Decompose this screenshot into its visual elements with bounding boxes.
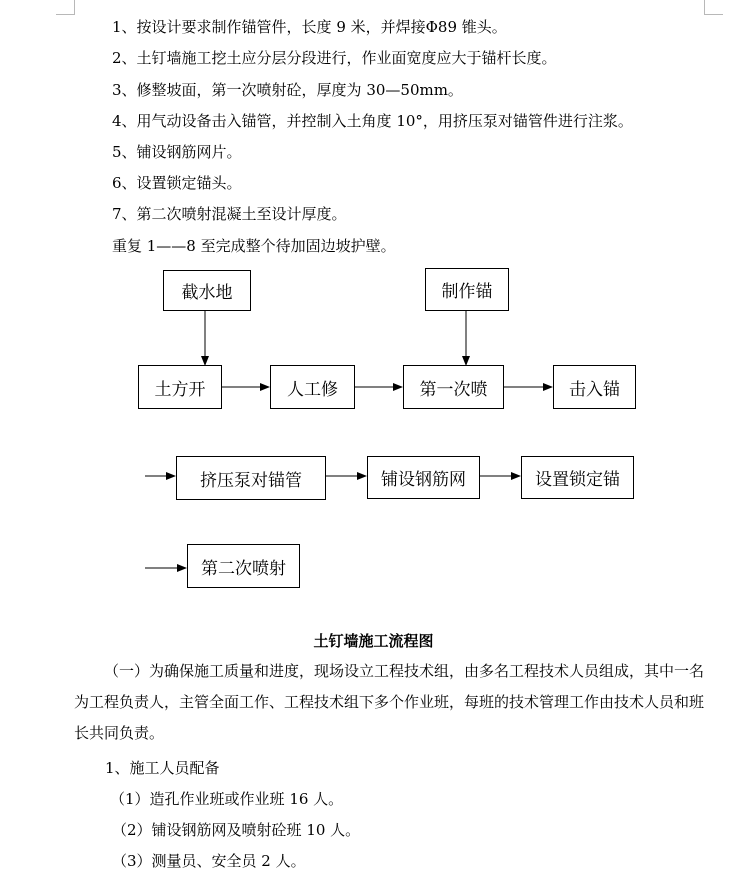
staff-item-3: （3）测量员、安全员 2 人。 <box>112 852 306 870</box>
box-tufang: 土方开 <box>138 365 222 409</box>
step-3: 3、修整坡面，第一次喷射砼，厚度为 30—50mm。 <box>112 81 463 99</box>
repeat-note: 重复 1——8 至完成整个待加固边坡护壁。 <box>112 237 396 255</box>
box-jiru: 击入锚 <box>553 365 636 409</box>
box-zhizuo: 制作锚 <box>425 268 509 311</box>
step-7: 7、第二次喷射混凝土至设计厚度。 <box>112 205 347 223</box>
box-jiya: 挤压泵对锚管 <box>176 456 326 500</box>
step-5: 5、铺设钢筋网片。 <box>112 143 242 161</box>
box-jieshui: 截水地 <box>163 270 251 311</box>
step-4: 4、用气动设备击入锚管，并控制入土角度 10°，用挤压泵对锚管件进行注浆。 <box>112 112 633 130</box>
box-shezhi: 设置锁定锚 <box>521 456 634 499</box>
box-rengong: 人工修 <box>270 365 355 409</box>
staff-item-2: （2）铺设钢筋网及喷射砼班 10 人。 <box>112 821 361 839</box>
step-1: 1、按设计要求制作锚管件，长度 9 米，并焊接Φ89 锥头。 <box>112 18 507 36</box>
step-6: 6、设置锁定锚头。 <box>112 174 242 192</box>
box-pushe: 铺设钢筋网 <box>367 456 480 499</box>
step-2: 2、土钉墙施工挖土应分层分段进行，作业面宽度应大于锚杆长度。 <box>112 49 557 67</box>
staff-item-1: （1）造孔作业班或作业班 16 人。 <box>110 790 344 808</box>
flowchart-caption: 土钉墙施工流程图 <box>313 632 434 650</box>
box-diyici: 第一次喷 <box>403 365 504 409</box>
section-heading: 1、施工人员配备 <box>105 759 220 777</box>
box-dierci: 第二次喷射 <box>187 544 300 588</box>
body-paragraph: （一）为确保施工质量和进度，现场设立工程技术组，由多名工程技术人员组成，其中一名为工程负责人，主管全面工作、工程技术组下多个作业班，每班的技术管理工作由技术人员和班长共同负责。 <box>74 662 705 742</box>
